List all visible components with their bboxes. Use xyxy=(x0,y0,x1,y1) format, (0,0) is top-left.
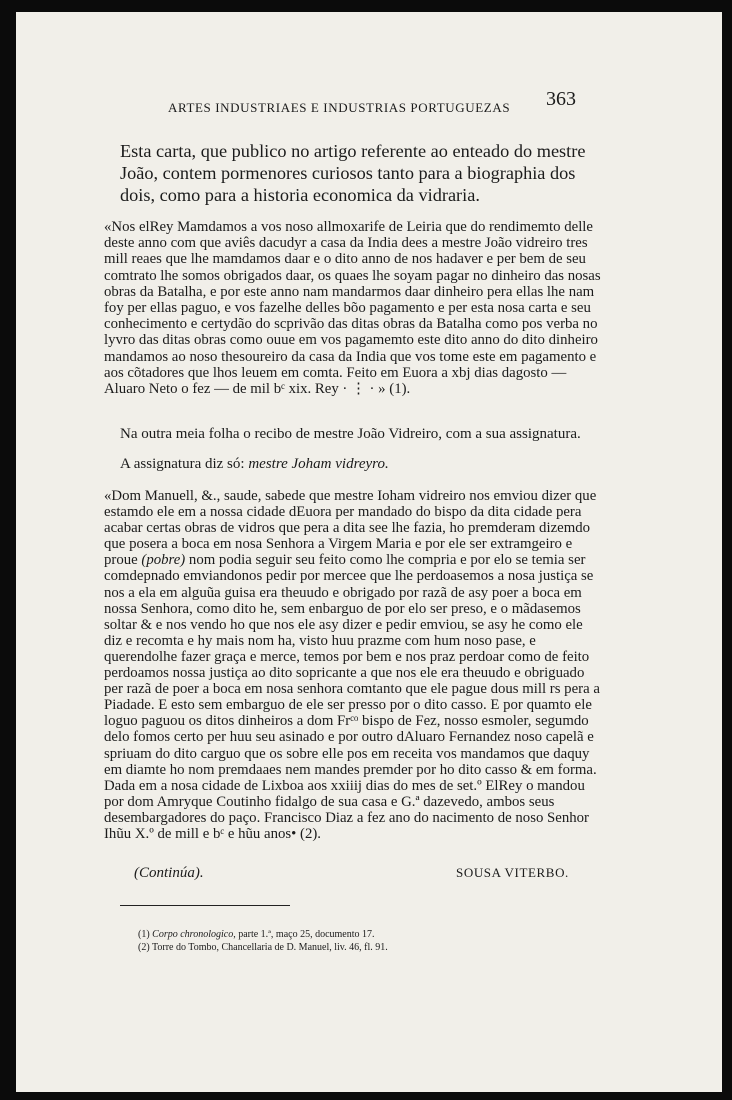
footnote-divider xyxy=(120,905,290,906)
quote2-pobre: (pobre) xyxy=(141,552,186,569)
footnote-1-title: Corpo chronologico xyxy=(152,929,234,940)
quote2-part-b: nom podia seguir seu feito como lhe compria e por elo se temia ser comdepnado emviandonos pedir por mercee que lhe perdoasemos a nosa justiça se nos a ela em alguũa guisa era theuudo e obrigado por razã de asy poer a boca em nossa Senhora, como dito he, sem enbarguo de por elo ser preso, e o mãdasemos soltar & e nos vendo ho que nos ele asy dizer e pedir emviou, se asy he como ele diz e recomta e hy mais nom ha, visto huu prazme com hum noso pase, e querendolhe fazer graça e merce, temos por bem e nos praz perdoar como de feito perdoamos nossa justiça ao dito sopricante a que nos ele era theuudo e obriguado per razã de poer a boca em nosa senhora comtanto que ele pague dous mill rs pera a Piadade. E esto sem embarguo de ele ser presso por o dito casso. E por quamto ele loguo paguou os ditos dinheiros a dom Frᶜᵒ bispo de Fez, nosso esmoler, segumdo delo fomos certo per huu seu asinado e por outro dAluaro Fernandez noso capelã e spriuam do dito carguo que os sobre elle pos em receita vos mandamos que daquy em diamte ho nom premdaaes nem mandes premder por ho dito casso & em forma. Dada em a nosa cidade de Lixboa aos xxiiij dias do mes de set.º ElRey o mandou por dom Amryque Coutinho fidalgo de sua casa e G.ª dazevedo, ambos seus desembargadores do paço. Francisco Diaz a fez ano do nacimento de noso Senhor Ihũu X.º de mill e bᶜ e hũu anos• (2). xyxy=(104,552,600,842)
quoted-letter-1: «Nos elRey Mamdamos a vos noso allmoxarife de Leiria que do rendimemto delle deste anno com que aviês dacudyr a casa da India dees a mestre João vidreiro tres mill reaes que lhe mamdamos daar e o dito anno de nos hadaver e per bem de seu comtrato lhe somos obrigados daar, os quaes lhe soyam pagar no dinheiro das nosas obras da Batalha, e por este anno nam mandarmos daar dinheiro pera ellas lhe nam foy per ellas paguo, e vos fazelhe delles bõo pagamento e per esta nosa carta e seu conhecimento e certydão do scprivão das ditas obras da Batalha como pos verba no lyvro das ditas obras como ouue em vos pagamemto este dito anno do dito dinheiro mandamos ao noso thesoureiro da casa da India que vos tome este em pagamento e aos cõtadores que lhos leuem em comta. Feito em Euora a xbj dias dagosto — Aluaro Neto o fez — de mil bᶜ xix. Rey · ⋮ · » (1). xyxy=(104,219,601,398)
footnote-2: (2) Torre do Tombo, Chancellaria de D. Manuel, liv. 46, fl. 91. xyxy=(138,942,388,953)
footnote-1-rest: , parte 1.ª, maço 25, documento 17. xyxy=(233,929,375,940)
continua-label: (Continúa). xyxy=(134,865,204,881)
footnote-1-mark: (1) xyxy=(138,929,150,940)
footnote-1 xyxy=(138,929,375,941)
author-signature: SOUSA VITERBO. xyxy=(456,865,569,880)
intro-paragraph: Esta carta, que publico no artigo referente ao enteado do mestre João, contem pormenores curiosos tanto para a biographia dos dois, como para a historia economica da vidraria. xyxy=(120,141,586,205)
signature-text: mestre Joham vidreyro. xyxy=(248,456,389,472)
quote2-part-a: «Dom Manuell, &., saude, sabede que mestre Ioham vidreiro nos emviou dizer que estamdo ele em a nossa cidade dEuora per mandado do bispo da dita cidade pera acabar certas obras de vidros que pera a dita see lhe fazia, ho premderam dizemdo que posera a boca em nosa Senhora a Virgem Maria e por ele ser extramgeiro e proue xyxy=(104,488,597,569)
signature-paragraph xyxy=(120,456,598,472)
receipt-paragraph: Na outra meia folha o recibo de mestre João Vidreiro, com a sua assignatura. xyxy=(120,426,581,442)
running-header: ARTES INDUSTRIAES E INDUSTRIAS PORTUGUEZAS xyxy=(168,100,511,115)
signature-prefix: A assignatura diz só: xyxy=(120,456,249,472)
page-number: 363 xyxy=(546,88,576,110)
document-page xyxy=(16,12,722,1092)
quoted-letter-2 xyxy=(104,488,602,842)
